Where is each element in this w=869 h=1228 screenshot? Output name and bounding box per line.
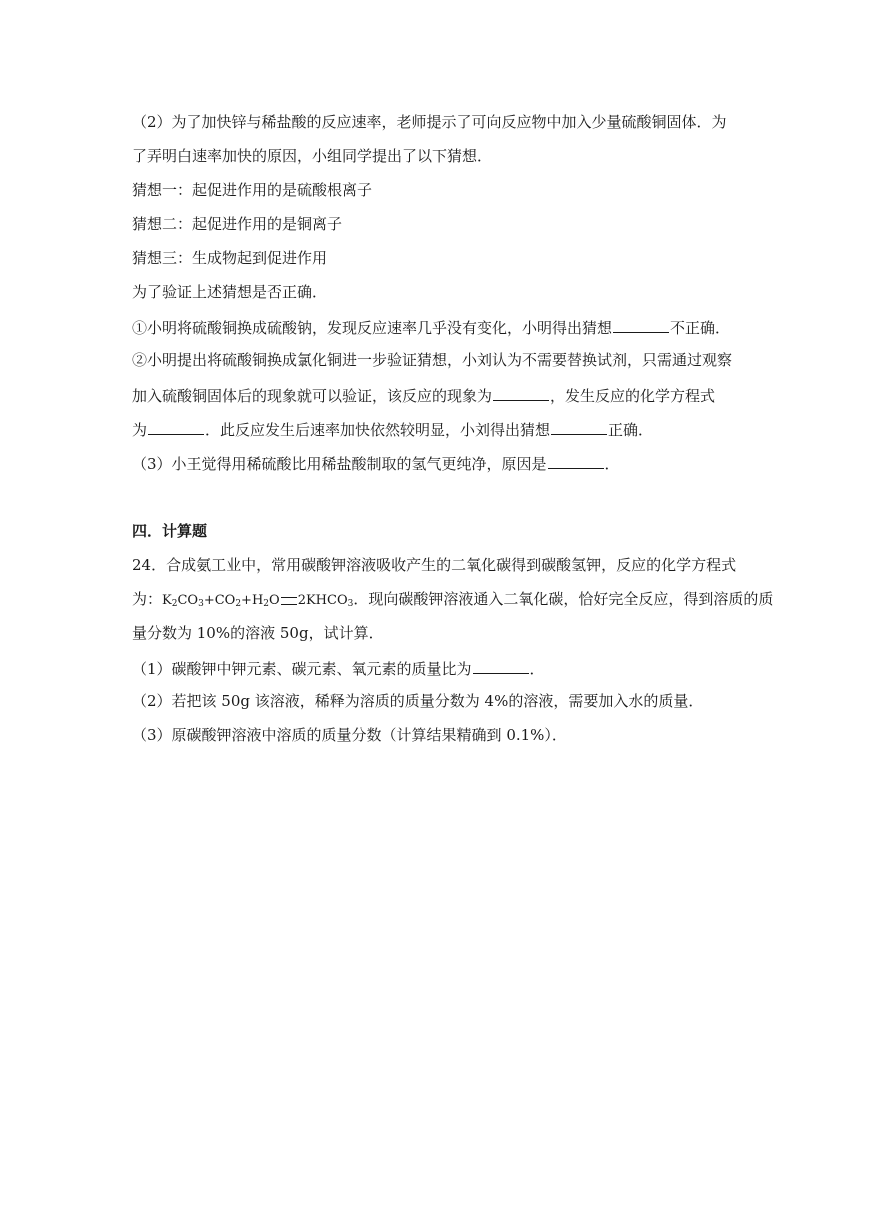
- formula-subscript: 2: [263, 599, 270, 609]
- text: ．此反应发生后速率加快依然较明显，小刘得出猜想: [205, 421, 551, 439]
- text: ，发生反应的化学方程式: [550, 387, 716, 405]
- chemical-equation: [162, 593, 353, 608]
- item-1: [132, 316, 752, 338]
- text: 不正确．: [670, 319, 731, 337]
- text: ．: [529, 660, 545, 678]
- answer-blank[interactable]: [551, 418, 607, 435]
- text: （2）若把该 50g 该溶液，稀释为溶质的质量分数为 4%的溶液，需要加入水的质量．: [132, 692, 704, 710]
- formula-part: K: [162, 593, 172, 608]
- text: 了弄明白速率加快的原因，小组同学提出了以下猜想．: [132, 147, 493, 165]
- q24-sub3: [132, 725, 752, 745]
- text: 四．计算题: [132, 522, 208, 540]
- item-2-line1: [132, 350, 752, 370]
- q24-line2: [132, 589, 774, 611]
- formula-part: O: [269, 593, 280, 608]
- guess-3: [132, 248, 752, 268]
- guess-1: [132, 180, 752, 200]
- answer-blank[interactable]: [148, 418, 204, 435]
- guess-2: [132, 214, 752, 234]
- text: 24．合成氨工业中，常用碳酸钾溶液吸收产生的二氧化碳得到碳酸氢钾，反应的化学方程式: [132, 556, 737, 574]
- q24-sub1: [132, 657, 752, 679]
- answer-blank[interactable]: [613, 316, 669, 333]
- formula-part: 2KHCO: [297, 593, 348, 608]
- item-2-line2: [132, 384, 752, 406]
- text: （1）碳酸钾中钾元素、碳元素、氧元素的质量比为: [132, 660, 472, 678]
- text: ．现向碳酸钾溶液通入二氧化碳，恰好完全反应，得到溶质的质: [353, 590, 774, 608]
- q23-part2-line1: [132, 112, 752, 132]
- answer-blank[interactable]: [473, 657, 529, 674]
- verify-line: [132, 282, 752, 302]
- formula-subscript: 3: [198, 599, 204, 609]
- answer-blank[interactable]: [493, 384, 549, 401]
- q24-line3: [132, 623, 752, 643]
- text: 猜想一：起促进作用的是硫酸根离子: [132, 181, 373, 199]
- formula-subscript: 3: [347, 599, 354, 609]
- formula-subscript: 2: [235, 599, 242, 609]
- text: （3）原碳酸钾溶液中溶质的质量分数（计算结果精确到 0.1%）．: [132, 726, 567, 744]
- q24-sub2: [132, 691, 752, 711]
- item-2-line3: [132, 418, 752, 440]
- formula-part: +H: [241, 593, 264, 608]
- text: 量分数为 10%的溶液 50g，试计算．: [132, 624, 384, 642]
- formula-part: CO: [177, 593, 199, 608]
- text: 为: [132, 421, 148, 439]
- formula-subscript: 2: [171, 599, 178, 609]
- q23-part3: [132, 452, 752, 474]
- q24-line1: [132, 555, 752, 575]
- q23-part2-line2: [132, 146, 752, 166]
- text: （3）小王觉得用稀硫酸比用稀盐酸制取的氢气更纯净，原因是: [132, 455, 547, 473]
- text: 正确．: [608, 421, 654, 439]
- text: ②小明提出将硫酸铜换成氯化铜进一步验证猜想，小刘认为不需要替换试剂，只需通过观察: [132, 351, 733, 369]
- text: ．: [604, 455, 620, 473]
- text: 为：: [132, 590, 163, 608]
- equals-sign-icon: [281, 597, 297, 605]
- formula-part: +CO: [203, 593, 236, 608]
- text: 猜想三：生成物起到促进作用: [132, 249, 328, 267]
- text: 猜想二：起促进作用的是铜离子: [132, 215, 343, 233]
- text: ①小明将硫酸铜换成硫酸钠，发现反应速率几乎没有变化，小明得出猜想: [132, 319, 613, 337]
- text: （2）为了加快锌与稀盐酸的反应速率，老师提示了可向反应物中加入少量硫酸铜固体．为: [132, 113, 727, 131]
- text: 为了验证上述猜想是否正确．: [132, 283, 328, 301]
- answer-blank[interactable]: [548, 452, 604, 469]
- text: 加入硫酸铜固体后的现象就可以验证，该反应的现象为: [132, 387, 493, 405]
- section-title: [132, 521, 752, 541]
